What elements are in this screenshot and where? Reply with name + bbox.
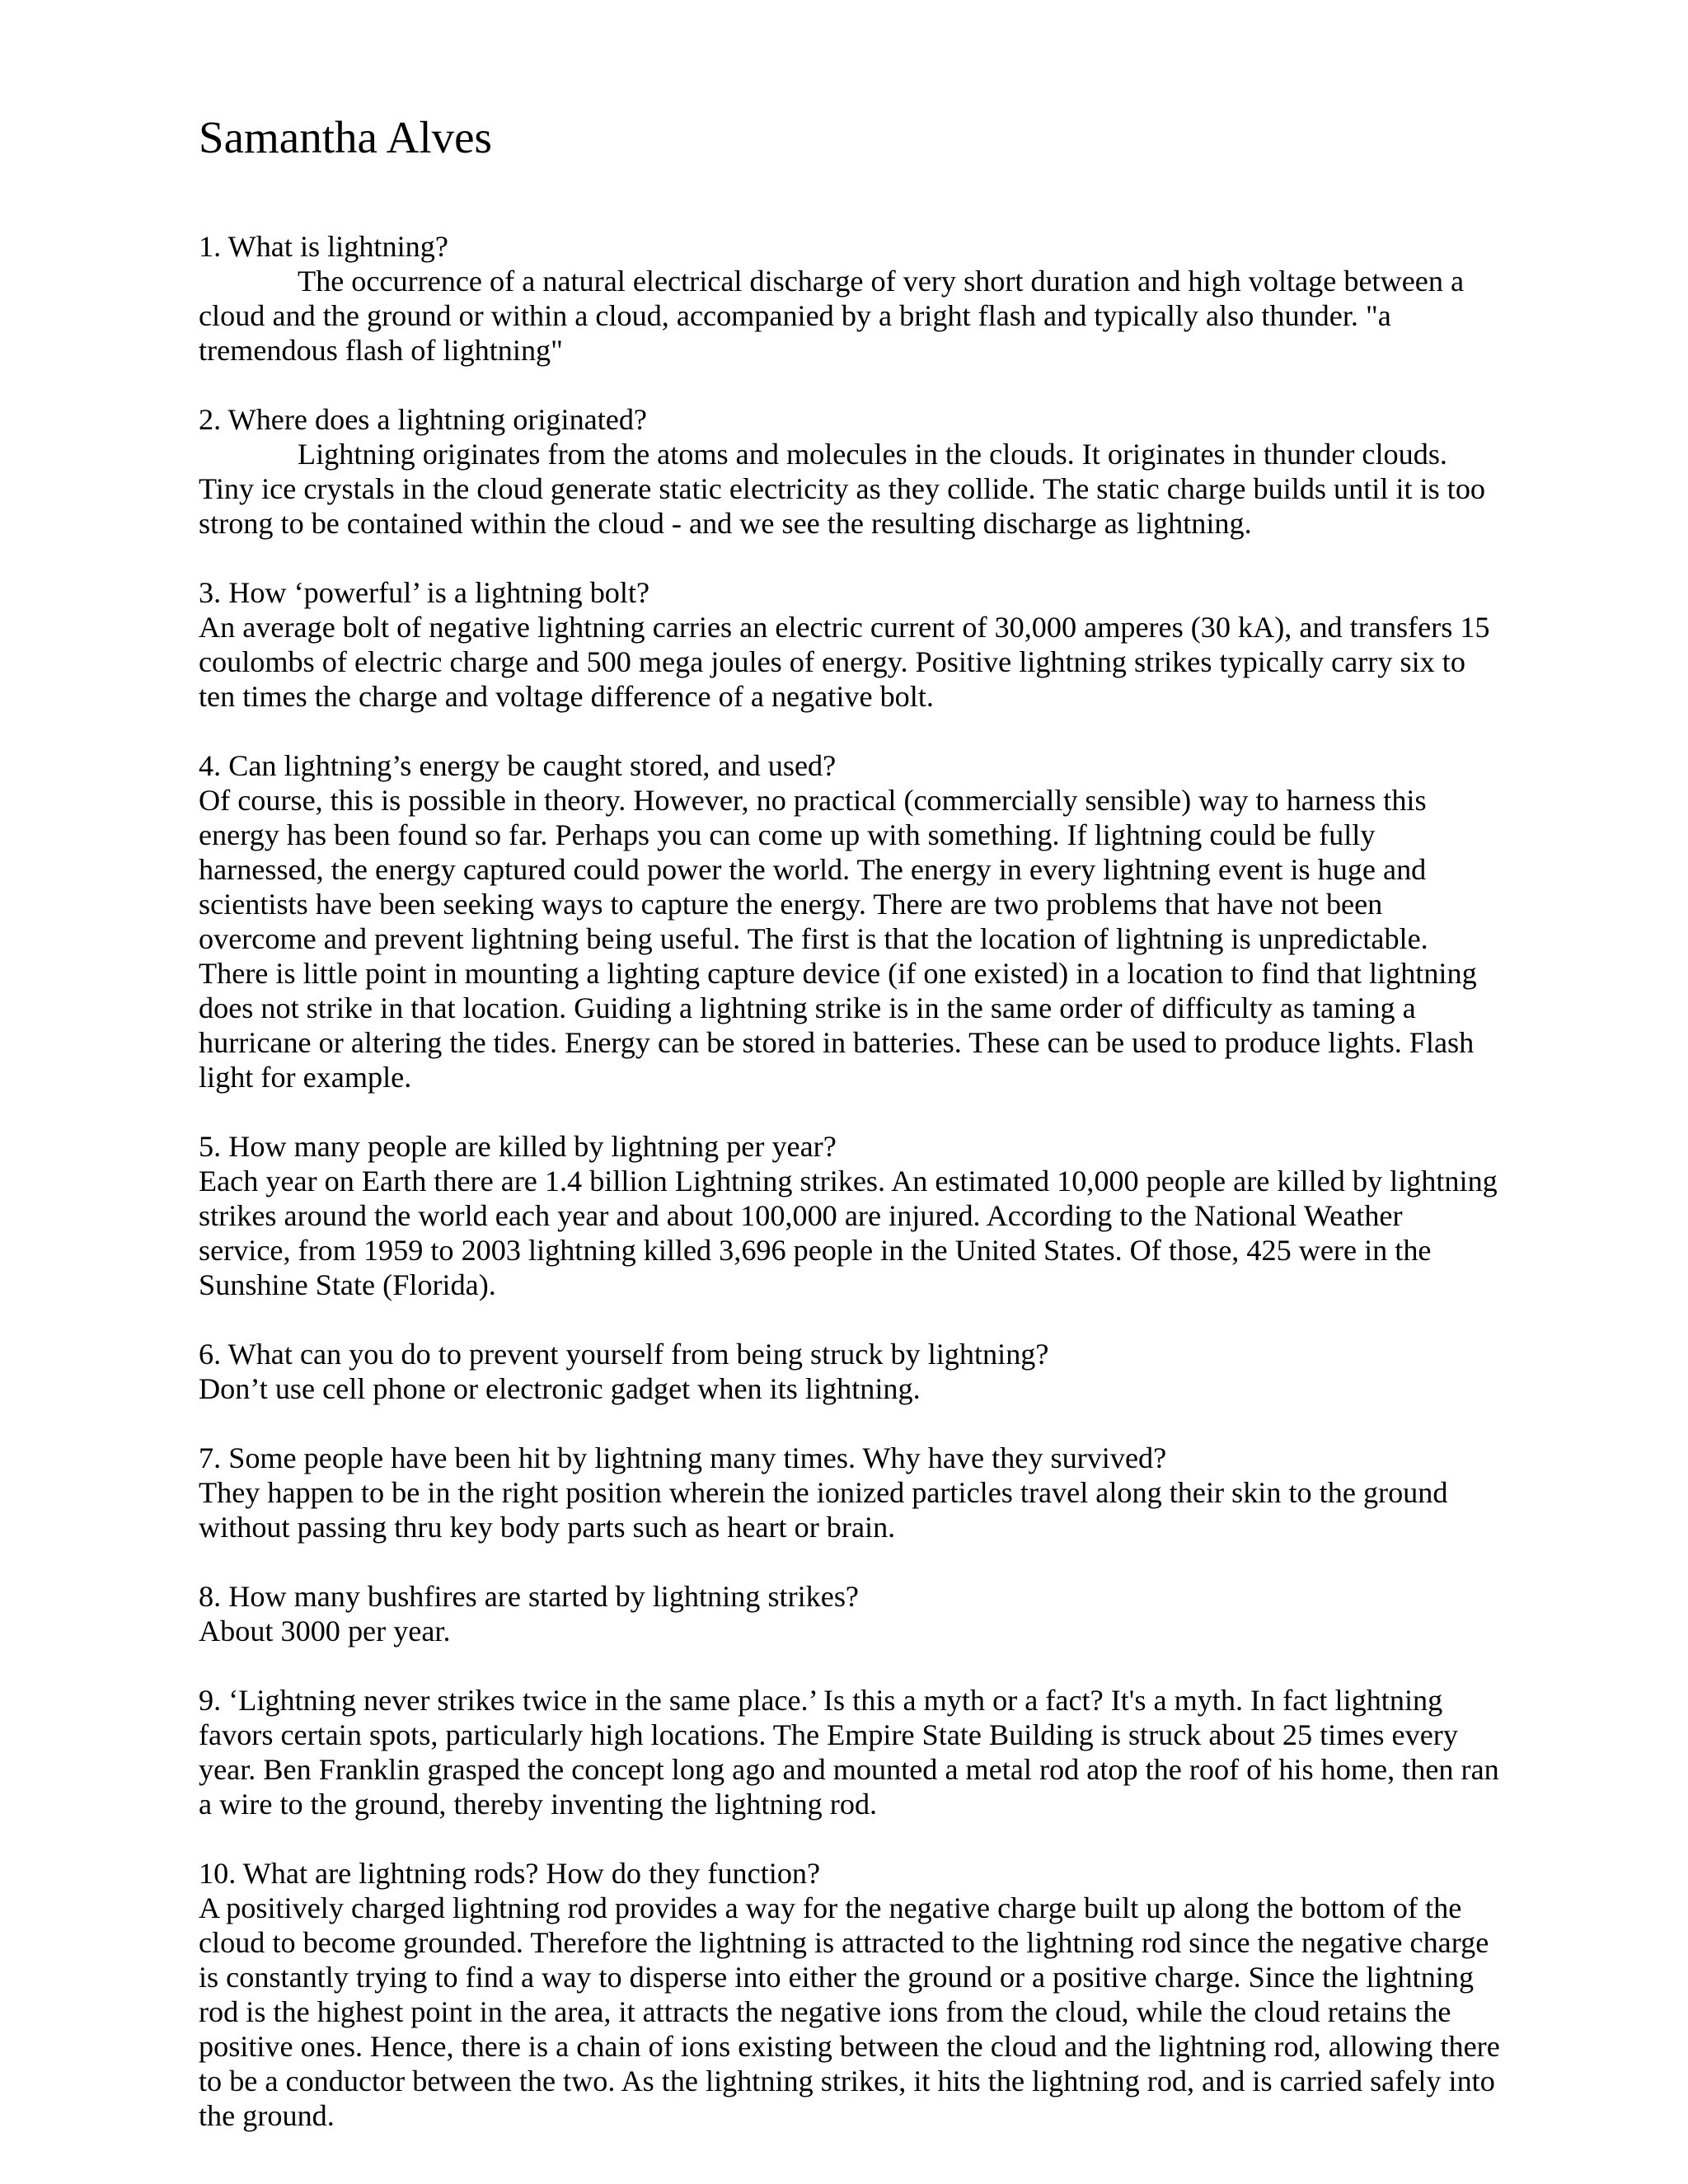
question-8: 8. How many bushfires are started by lightning strikes? <box>199 1580 859 1613</box>
qa-item-10 <box>199 1856 1501 2133</box>
qa-item-8 <box>199 1579 1501 1648</box>
question-9: 9. ‘Lightning never strikes twice in the same place.’ Is this a myth or a fact? It's a myth. In fact lightning favors certain spots, particularly high locations. The Empire State Building is struck about 25 times every year. Ben Franklin grasped the concept long ago and mounted a metal rod atop the roof of his home, then ran a wire to the ground, thereby inventing the lightning rod. <box>199 1684 1499 1821</box>
qa-item-3 <box>199 575 1501 714</box>
qa-item-4 <box>199 748 1501 1094</box>
answer-2: Lightning originates from the atoms and molecules in the clouds. It originates in thunder clouds. Tiny ice crystals in the cloud generate static electricity as they collide. The static charge builds until it is too strong to be contained within the cloud - and we see the resulting discharge as lightning. <box>199 438 1486 540</box>
answer-7: They happen to be in the right position wherein the ionized particles travel along their skin to the ground without passing thru key body parts such as heart or brain. <box>199 1476 1448 1544</box>
question-3: 3. How ‘powerful’ is a lightning bolt? <box>199 576 650 609</box>
answer-8: About 3000 per year. <box>199 1615 451 1647</box>
qa-item-9 <box>199 1683 1501 1821</box>
qa-item-1 <box>199 229 1501 368</box>
answer-1: The occurrence of a natural electrical discharge of very short duration and high voltage between a cloud and the ground or within a cloud, accompanied by a bright flash and typically also thunder. "a tremendous flash of lightning" <box>199 265 1465 367</box>
qa-item-5 <box>199 1129 1501 1302</box>
qa-item-2 <box>199 402 1501 541</box>
answer-6: Don’t use cell phone or electronic gadget when its lightning. <box>199 1372 921 1405</box>
question-10: 10. What are lightning rods? How do they function? <box>199 1857 821 1890</box>
question-7: 7. Some people have been hit by lightning many times. Why have they survived? <box>199 1441 1167 1474</box>
question-1: 1. What is lightning? <box>199 230 448 263</box>
question-5: 5. How many people are killed by lightning per year? <box>199 1130 837 1163</box>
question-6: 6. What can you do to prevent yourself from being struck by lightning? <box>199 1338 1049 1371</box>
answer-4: Of course, this is possible in theory. However, no practical (commercially sensible) way to harness this energy has been found so far. Perhaps you can come up with something. If lightning could be fully harnessed, the energy captured could power the world. The energy in every lightning event is huge and scientists have been seeking ways to capture the energy. There are two problems that have not been overcome and prevent lightning being useful. The first is that the location of lightning is unpredictable. There is little point in mounting a lighting capture device (if one existed) in a location to find that lightning does not strike in that location. Guiding a lightning strike is in the same order of difficulty as taming a hurricane or altering the tides. Energy can be stored in batteries. These can be used to produce lights. Flash light for example. <box>199 784 1477 1094</box>
qa-item-6 <box>199 1337 1501 1406</box>
qa-list <box>199 229 1501 2168</box>
answer-3: An average bolt of negative lightning carries an electric current of 30,000 amperes (30 kA), and transfers 15 coulombs of electric charge and 500 mega joules of energy. Positive lightning strikes typically carry six to ten times the charge and voltage difference of a negative bolt. <box>199 611 1490 713</box>
qa-item-7 <box>199 1441 1501 1544</box>
question-2: 2. Where does a lightning originated? <box>199 403 647 436</box>
author-name: Samantha Alves <box>199 112 492 162</box>
answer-10: A positively charged lightning rod provides a way for the negative charge built up along the bottom of the cloud to become grounded. Therefore the lightning is attracted to the lightning rod since the negative charge is constantly trying to find a way to disperse into either the ground or a positive charge. Since the lightning rod is the highest point in the area, it attracts the negative ions from the cloud, while the cloud retains the positive ones. Hence, there is a chain of ions existing between the cloud and the lightning rod, allowing there to be a conductor between the two. As the lightning strikes, it hits the lightning rod, and is carried safely into the ground. <box>199 1891 1500 2132</box>
answer-5: Each year on Earth there are 1.4 billion Lightning strikes. An estimated 10,000 people are killed by lightning strikes around the world each year and about 100,000 are injured. According to the National Weather service, from 1959 to 2003 lightning killed 3,696 people in the United States. Of those, 425 were in the Sunshine State (Florida). <box>199 1165 1498 1301</box>
question-4: 4. Can lightning’s energy be caught stored, and used? <box>199 749 837 782</box>
